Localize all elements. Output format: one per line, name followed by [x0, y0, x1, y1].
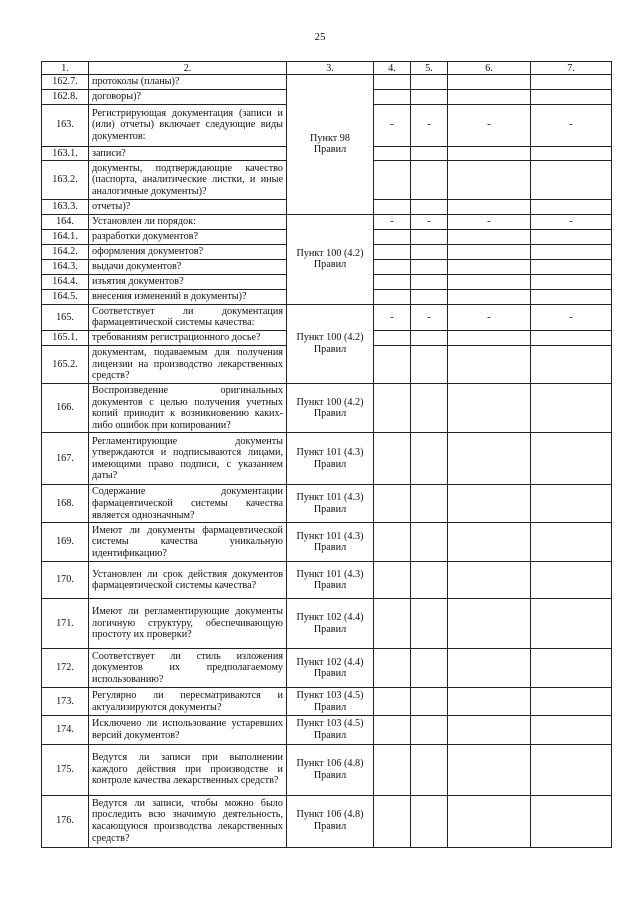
- answer-cell: [374, 688, 411, 716]
- question-text: оформления документов?: [89, 244, 287, 259]
- answer-cell: [448, 244, 531, 259]
- table-row: [42, 744, 612, 795]
- rule-reference-line: Правил: [313, 623, 347, 635]
- rule-reference-line: Пункт 103 (4.5): [296, 690, 364, 702]
- table-row: [42, 649, 612, 688]
- rule-reference-line: Пункт 103 (4.5): [296, 718, 364, 730]
- question-text: выдачи документов?: [89, 259, 287, 274]
- answer-cell: [531, 289, 612, 304]
- answer-cell: [448, 795, 531, 847]
- answer-cell: [411, 89, 448, 104]
- question-text: Содержание документации фармацевтической системы качества является однозначным?: [89, 485, 287, 523]
- question-text: Регламентирующие документы утверждаются и подписываются лицами, имеющими право подписи, с указанием даты?: [89, 433, 287, 485]
- rule-reference: [287, 75, 374, 215]
- row-number: 164.2.: [42, 244, 89, 259]
- table-row: [42, 304, 612, 330]
- rule-reference: [287, 744, 374, 795]
- header-cell: 4.: [374, 62, 411, 75]
- row-number: 171.: [42, 599, 89, 649]
- answer-cell: [448, 274, 531, 289]
- answer-cell: [531, 562, 612, 599]
- rule-reference: [287, 599, 374, 649]
- answer-cell: [374, 599, 411, 649]
- answer-dash: -: [411, 104, 448, 146]
- table-row: [42, 433, 612, 485]
- row-number: 168.: [42, 485, 89, 523]
- answer-cell: [531, 599, 612, 649]
- row-number: 167.: [42, 433, 89, 485]
- answer-cell: [411, 289, 448, 304]
- rule-reference: [287, 214, 374, 304]
- rule-reference-line: Пункт 100 (4.2): [296, 332, 364, 344]
- row-number: 164.3.: [42, 259, 89, 274]
- answer-dash: -: [448, 304, 531, 330]
- question-text: протоколы (планы)?: [89, 75, 287, 90]
- answer-dash: -: [531, 304, 612, 330]
- row-number: 165.2.: [42, 345, 89, 383]
- answer-cell: [374, 562, 411, 599]
- answer-cell: [411, 523, 448, 562]
- answer-cell: [411, 795, 448, 847]
- table-row: [42, 214, 612, 229]
- rule-reference-line: Правил: [313, 668, 347, 680]
- answer-cell: [374, 274, 411, 289]
- rule-reference: [287, 716, 374, 744]
- answer-cell: [448, 433, 531, 485]
- answer-cell: [531, 200, 612, 215]
- answer-cell: [374, 289, 411, 304]
- question-text: Исключено ли использование устаревших версий документов?: [89, 716, 287, 744]
- answer-cell: [374, 383, 411, 432]
- rule-reference: [287, 649, 374, 688]
- answer-cell: [411, 345, 448, 383]
- rule-reference: [287, 688, 374, 716]
- answer-cell: [374, 244, 411, 259]
- table-row: [42, 75, 612, 90]
- row-number: 164.1.: [42, 229, 89, 244]
- question-text: внесения изменений в документы)?: [89, 289, 287, 304]
- checklist-table: [41, 61, 612, 848]
- question-text: документы, подтверждающие качество (паспорта, аналитические листки, и иные аналогичные документы)?: [89, 161, 287, 200]
- rule-reference-line: Правил: [313, 144, 347, 156]
- rule-reference: [287, 433, 374, 485]
- row-number: 163.2.: [42, 161, 89, 200]
- answer-cell: [531, 274, 612, 289]
- question-text: отчеты)?: [89, 200, 287, 215]
- table-row: [42, 795, 612, 847]
- answer-cell: [411, 146, 448, 161]
- rule-reference-line: Правил: [313, 729, 347, 741]
- answer-cell: [411, 716, 448, 744]
- answer-dash: -: [531, 104, 612, 146]
- table-row: [42, 562, 612, 599]
- answer-cell: [448, 688, 531, 716]
- answer-dash: -: [531, 214, 612, 229]
- rule-reference-line: Пункт 106 (4.8): [296, 809, 364, 821]
- question-text: разработки документов?: [89, 229, 287, 244]
- rule-reference-line: Правил: [313, 769, 347, 781]
- table-row: [42, 716, 612, 744]
- answer-cell: [531, 161, 612, 200]
- answer-cell: [531, 716, 612, 744]
- question-text: Имеют ли документы фармацевтической системы качества уникальную идентификацию?: [89, 523, 287, 562]
- answer-cell: [448, 146, 531, 161]
- question-text: договоры)?: [89, 89, 287, 104]
- answer-cell: [374, 649, 411, 688]
- answer-cell: [448, 200, 531, 215]
- row-number: 173.: [42, 688, 89, 716]
- answer-cell: [411, 688, 448, 716]
- row-number: 175.: [42, 744, 89, 795]
- answer-cell: [374, 89, 411, 104]
- rule-reference-line: Правил: [313, 503, 347, 515]
- table-row: [42, 523, 612, 562]
- answer-cell: [374, 146, 411, 161]
- answer-cell: [411, 485, 448, 523]
- answer-dash: -: [374, 104, 411, 146]
- rule-reference-line: Пункт 102 (4.4): [296, 656, 364, 668]
- answer-cell: [448, 485, 531, 523]
- row-number: 166.: [42, 383, 89, 432]
- question-text: Ведутся ли записи при выполнении каждого действия при производстве и контроле качества лекарственных средств?: [89, 744, 287, 795]
- rule-reference: [287, 485, 374, 523]
- header-cell: 6.: [448, 62, 531, 75]
- answer-cell: [448, 229, 531, 244]
- answer-cell: [374, 433, 411, 485]
- row-number: 163.: [42, 104, 89, 146]
- row-number: 162.8.: [42, 89, 89, 104]
- rule-reference: [287, 523, 374, 562]
- rule-reference-line: Пункт 100 (4.2): [296, 396, 364, 408]
- answer-cell: [531, 229, 612, 244]
- answer-cell: [374, 744, 411, 795]
- answer-cell: [448, 289, 531, 304]
- rule-reference-line: Правил: [313, 458, 347, 470]
- answer-cell: [531, 146, 612, 161]
- answer-cell: [531, 259, 612, 274]
- question-text: требованиям регистрационного досье?: [89, 330, 287, 345]
- answer-cell: [374, 795, 411, 847]
- question-text: Соответствует ли документация фармацевтической системы качества:: [89, 304, 287, 330]
- answer-cell: [448, 599, 531, 649]
- answer-cell: [411, 75, 448, 90]
- header-cell: 7.: [531, 62, 612, 75]
- rule-reference: [287, 304, 374, 383]
- answer-cell: [448, 330, 531, 345]
- answer-cell: [531, 523, 612, 562]
- answer-dash: -: [448, 214, 531, 229]
- rule-reference: [287, 795, 374, 847]
- question-text: Регулярно ли пересматриваются и актуализируются документы?: [89, 688, 287, 716]
- table-row: [42, 688, 612, 716]
- answer-cell: [448, 744, 531, 795]
- answer-cell: [374, 161, 411, 200]
- rule-reference-line: Пункт 101 (4.3): [296, 530, 364, 542]
- header-cell: 2.: [89, 62, 287, 75]
- question-text: Имеют ли регламентирующие документы логичную структуру, обеспечивающую простоту их проверки?: [89, 599, 287, 649]
- header-cell: 3.: [287, 62, 374, 75]
- answer-cell: [411, 649, 448, 688]
- row-number: 163.1.: [42, 146, 89, 161]
- answer-cell: [448, 716, 531, 744]
- rule-reference-line: Правил: [313, 408, 347, 420]
- row-number: 176.: [42, 795, 89, 847]
- answer-dash: -: [411, 214, 448, 229]
- answer-cell: [411, 383, 448, 432]
- row-number: 174.: [42, 716, 89, 744]
- rule-reference-line: Правил: [313, 343, 347, 355]
- answer-cell: [374, 75, 411, 90]
- rule-reference-line: Пункт 101 (4.3): [296, 568, 364, 580]
- answer-cell: [448, 161, 531, 200]
- rule-reference-line: Правил: [313, 542, 347, 554]
- answer-cell: [448, 523, 531, 562]
- answer-cell: [531, 345, 612, 383]
- answer-cell: [411, 433, 448, 485]
- answer-cell: [374, 229, 411, 244]
- answer-cell: [374, 523, 411, 562]
- row-number: 164.5.: [42, 289, 89, 304]
- header-cell: 5.: [411, 62, 448, 75]
- answer-cell: [531, 688, 612, 716]
- rule-reference-line: Пункт 101 (4.3): [296, 447, 364, 459]
- answer-cell: [374, 716, 411, 744]
- answer-cell: [531, 744, 612, 795]
- question-text: документам, подаваемым для получения лицензии на производство лекарственных средств?: [89, 345, 287, 383]
- answer-cell: [411, 744, 448, 795]
- answer-cell: [411, 161, 448, 200]
- answer-dash: -: [374, 304, 411, 330]
- answer-cell: [531, 383, 612, 432]
- rule-reference-line: Правил: [313, 701, 347, 713]
- answer-dash: -: [448, 104, 531, 146]
- row-number: 169.: [42, 523, 89, 562]
- question-text: записи?: [89, 146, 287, 161]
- rule-reference-line: Пункт 102 (4.4): [296, 612, 364, 624]
- answer-cell: [448, 562, 531, 599]
- question-text: Регистрирующая документация (записи и (или) отчеты) включает следующие виды документов:: [89, 104, 287, 146]
- row-number: 172.: [42, 649, 89, 688]
- rule-reference-line: Пункт 100 (4.2): [296, 247, 364, 259]
- header-cell: 1.: [42, 62, 89, 75]
- rule-reference: [287, 562, 374, 599]
- row-number: 163.3.: [42, 200, 89, 215]
- rule-reference: [287, 383, 374, 432]
- question-text: Установлен ли порядок:: [89, 214, 287, 229]
- row-number: 165.: [42, 304, 89, 330]
- row-number: 164.: [42, 214, 89, 229]
- page-number: 25: [314, 31, 326, 43]
- answer-cell: [448, 89, 531, 104]
- answer-cell: [531, 330, 612, 345]
- answer-dash: -: [374, 214, 411, 229]
- row-number: 165.1.: [42, 330, 89, 345]
- answer-cell: [448, 345, 531, 383]
- row-number: 170.: [42, 562, 89, 599]
- answer-cell: [374, 200, 411, 215]
- answer-cell: [374, 330, 411, 345]
- table-row: [42, 485, 612, 523]
- answer-cell: [448, 259, 531, 274]
- rule-reference-line: Правил: [313, 821, 347, 832]
- answer-cell: [531, 649, 612, 688]
- answer-cell: [411, 330, 448, 345]
- answer-dash: -: [411, 304, 448, 330]
- answer-cell: [411, 244, 448, 259]
- header-row: [42, 62, 612, 75]
- rule-reference-line: Правил: [313, 259, 347, 271]
- answer-cell: [411, 259, 448, 274]
- answer-cell: [531, 75, 612, 90]
- table-row: [42, 383, 612, 432]
- answer-cell: [374, 345, 411, 383]
- answer-cell: [374, 485, 411, 523]
- row-number: 164.4.: [42, 274, 89, 289]
- answer-cell: [448, 383, 531, 432]
- rule-reference-line: Пункт 106 (4.8): [296, 757, 364, 769]
- answer-cell: [531, 485, 612, 523]
- rule-reference-line: Правил: [313, 580, 347, 592]
- answer-cell: [531, 795, 612, 847]
- answer-cell: [411, 599, 448, 649]
- answer-cell: [374, 259, 411, 274]
- row-number: 162.7.: [42, 75, 89, 90]
- answer-cell: [448, 75, 531, 90]
- question-text: Воспроизведение оригинальных документов с целью получения учетных копий приводит к возникновению каких-либо ошибок при копировании?: [89, 383, 287, 432]
- answer-cell: [531, 244, 612, 259]
- answer-cell: [411, 562, 448, 599]
- question-text: изъятия документов?: [89, 274, 287, 289]
- answer-cell: [531, 89, 612, 104]
- question-text: Установлен ли срок действия документов фармацевтической системы качества?: [89, 562, 287, 599]
- rule-reference-line: Пункт 101 (4.3): [296, 492, 364, 504]
- answer-cell: [411, 200, 448, 215]
- question-text: Ведутся ли записи, чтобы можно было проследить всю значимую деятельность, касающуюся производства лекарственных средств?: [89, 795, 287, 847]
- answer-cell: [448, 649, 531, 688]
- rule-reference-line: Пункт 98: [310, 132, 350, 144]
- answer-cell: [411, 274, 448, 289]
- answer-cell: [531, 433, 612, 485]
- question-text: Соответствует ли стиль изложения документов их предполагаемому использованию?: [89, 649, 287, 688]
- answer-cell: [411, 229, 448, 244]
- table-row: [42, 599, 612, 649]
